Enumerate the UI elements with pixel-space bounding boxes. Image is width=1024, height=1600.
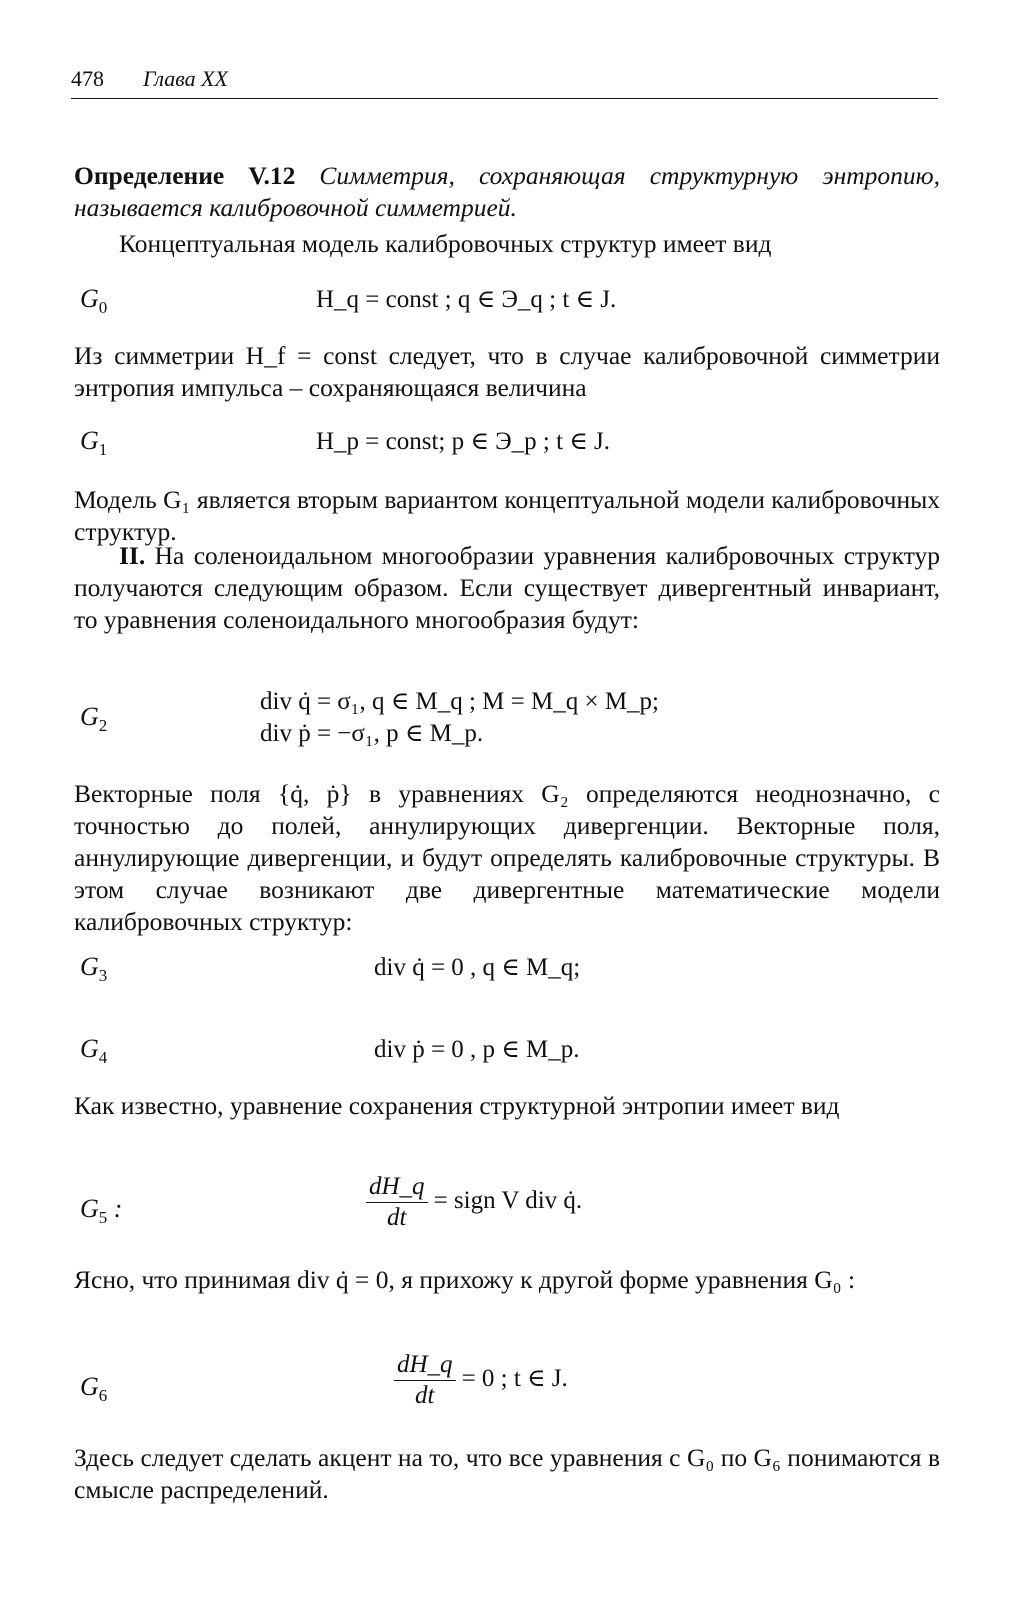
fraction-numerator: dH_q xyxy=(366,1172,428,1203)
equation-label-g6: $G_6$ xyxy=(80,1372,108,1406)
equation-g6 xyxy=(394,1350,568,1411)
chapter-title: Глава XX xyxy=(143,66,228,91)
equation-g1: H_p = const; p ∈ Э_p ; t ∈ J. xyxy=(316,428,611,455)
running-header xyxy=(71,66,938,99)
paragraph-4 xyxy=(74,540,940,636)
equation-g6-rhs: = 0 ; t ∈ J. xyxy=(461,1365,568,1393)
paragraph-4-text: На соленоидальном многообразии уравнения калибровочных структур получаются следующим образом. Если существует дивергентный инвариант, то уравнения соленоидального многообразия будут: xyxy=(74,541,940,634)
paragraph-1: Концептуальная модель калибровочных структур имеет вид xyxy=(119,229,772,258)
equation-label-g2: $G_2$ xyxy=(80,702,108,736)
paragraph-2: Из симметрии H_f = const следует, что в случае калибровочной симметрии энтропия импульса – сохраняющаяся величина xyxy=(74,341,940,402)
fraction-denominator: dt xyxy=(415,1382,435,1409)
fraction-dhq-dt xyxy=(394,1350,456,1411)
equation-g2-line-1: div q̇ = σ₁, q ∈ M_q ; M = M_q × M_p; xyxy=(260,688,659,715)
equation-label-g1: $G_1$ xyxy=(80,426,108,460)
paragraph-8: Здесь следует сделать акцент на то, что все уравнения с G₀ по G₆ понимаются в смысле распределений. xyxy=(74,1443,940,1504)
section-number: II. xyxy=(119,541,146,570)
equation-label-g5: $G_5$ : xyxy=(80,1194,123,1228)
paragraph-5: Векторные поля {q̇, ṗ} в уравнениях G₂ определяются неоднозначно, с точностью до полей, аннулирующих дивергенции. Векторные поля, аннулирующие дивергенции, и будут определять калибровочные структуры. В этом случае возникают две дивергентные математические модели калибровочных структур: xyxy=(74,779,940,936)
paragraph-3: Модель G₁ является вторым вариантом концептуальной модели калибровочных структур. xyxy=(74,485,940,546)
definition-text: Симметрия, сохраняющая структурную энтропию, называется калибровочной симметрией. xyxy=(74,161,940,222)
equation-label-g4: $G_4$ xyxy=(80,1034,108,1068)
definition xyxy=(74,160,940,224)
equation-g0: H_q = const ; q ∈ Э_q ; t ∈ J. xyxy=(316,286,617,313)
fraction-dhq-dt xyxy=(366,1172,428,1233)
equation-g4: div ṗ = 0 , p ∈ M_p. xyxy=(374,1036,580,1063)
fraction-denominator: dt xyxy=(387,1204,407,1231)
equation-g2-line-2: div ṗ = −σ₁, p ∈ M_p. xyxy=(260,720,484,747)
fraction-numerator: dH_q xyxy=(394,1350,456,1381)
equation-label-g3: $G_3$ xyxy=(80,952,108,986)
equation-label-g0: $G_0$ xyxy=(80,284,108,318)
equation-g5-rhs: = sign V div q̇. xyxy=(433,1187,583,1215)
paragraph-7: Ясно, что принимая div q̇ = 0, я прихожу к другой форме уравнения G₀ : xyxy=(74,1265,856,1294)
equation-g5 xyxy=(366,1172,582,1233)
definition-title: Определение V.12 xyxy=(74,161,296,190)
paragraph-6: Как известно, уравнение сохранения структурной энтропии имеет вид xyxy=(74,1091,840,1120)
page-number: 478 xyxy=(71,66,104,91)
equation-g3: div q̇ = 0 , q ∈ M_q; xyxy=(374,954,581,981)
